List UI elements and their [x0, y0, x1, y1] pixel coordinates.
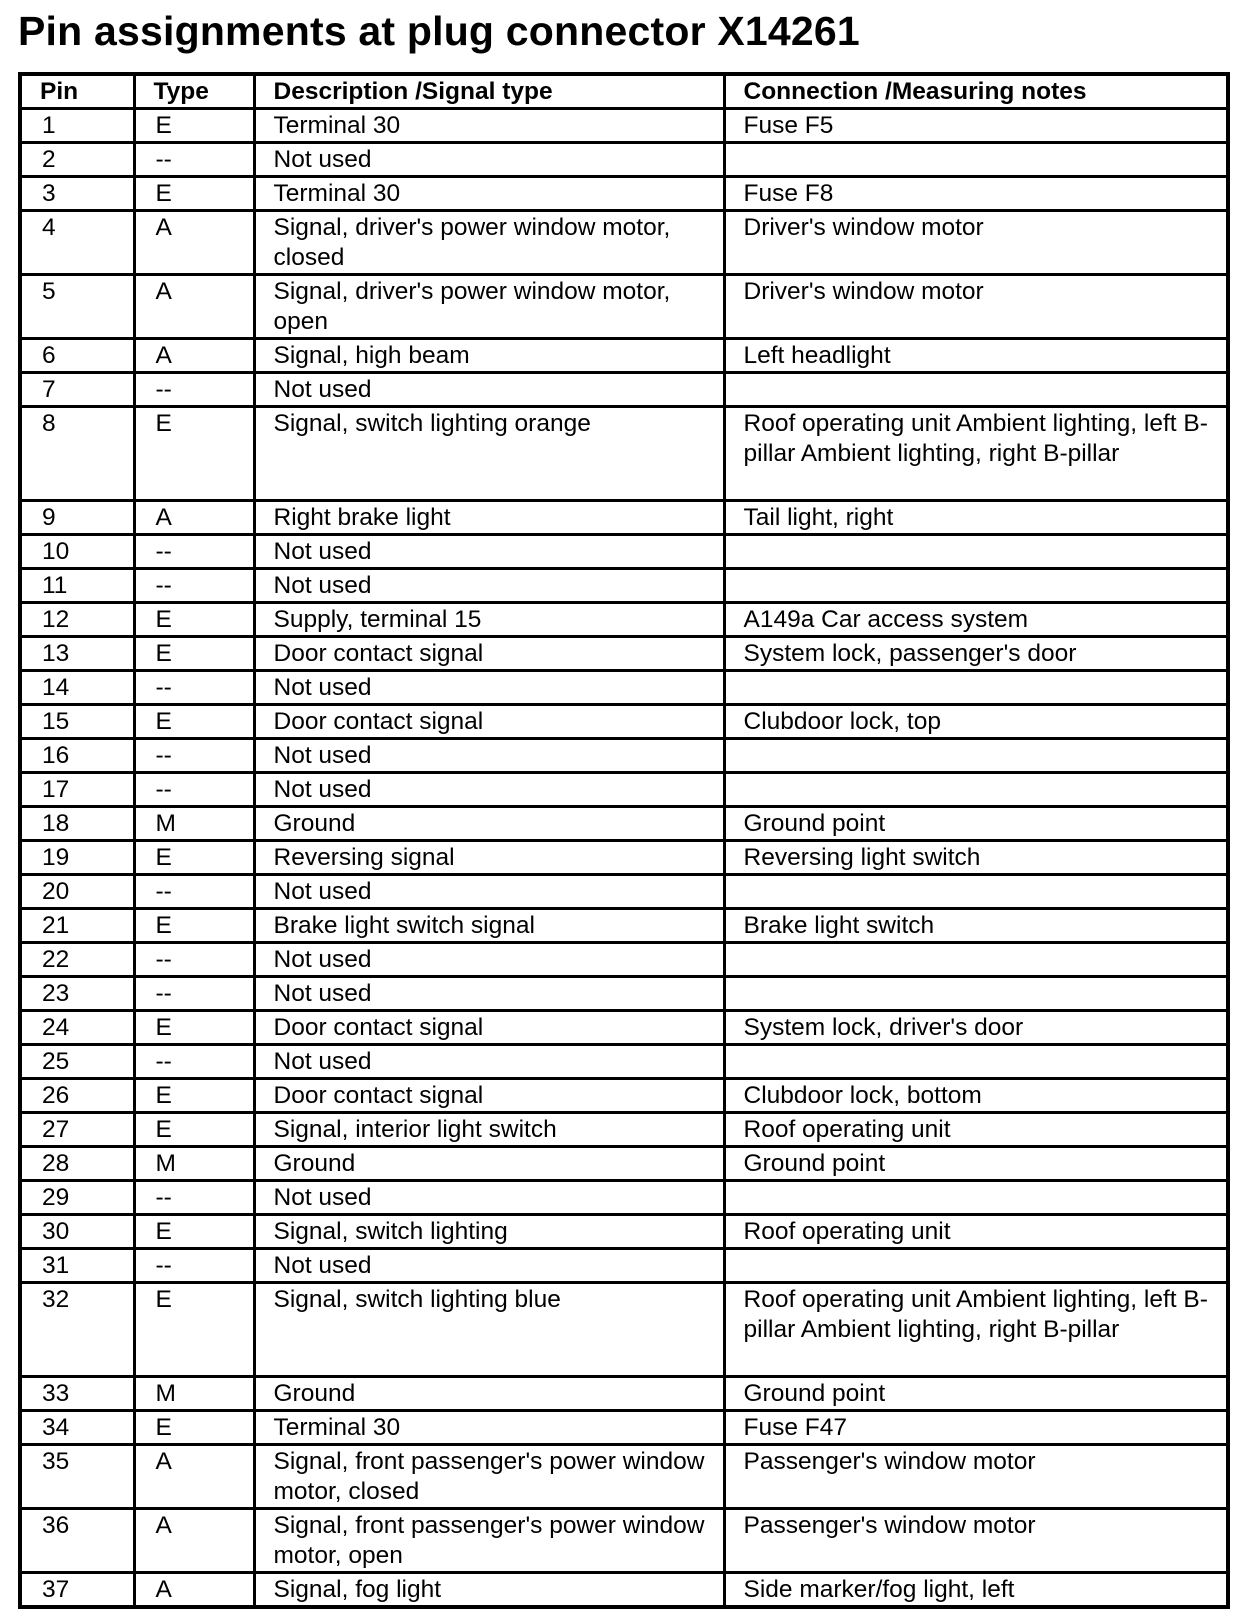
table-row — [20, 637, 1228, 671]
cell-type: -- — [134, 977, 254, 1011]
cell-description: Signal, front passenger's power window motor, closed — [254, 1445, 724, 1509]
table-row — [20, 275, 1228, 339]
header-type: Type — [134, 74, 254, 109]
cell-connection — [724, 739, 1228, 773]
table-row — [20, 977, 1228, 1011]
cell-connection — [724, 943, 1228, 977]
table-row — [20, 1215, 1228, 1249]
cell-pin: 35 — [20, 1445, 134, 1509]
cell-pin: 5 — [20, 275, 134, 339]
cell-connection: Ground point — [724, 1147, 1228, 1181]
table-row — [20, 143, 1228, 177]
cell-pin: 8 — [20, 407, 134, 501]
table-row — [20, 339, 1228, 373]
cell-pin: 9 — [20, 501, 134, 535]
cell-pin: 14 — [20, 671, 134, 705]
pin-assignment-table — [18, 72, 1230, 1609]
cell-pin: 12 — [20, 603, 134, 637]
table-row — [20, 1283, 1228, 1377]
table-row — [20, 943, 1228, 977]
cell-connection: Side marker/fog light, left — [724, 1573, 1228, 1608]
cell-description: Door contact signal — [254, 1011, 724, 1045]
header-connection: Connection /Measuring notes — [724, 74, 1228, 109]
cell-description: Door contact signal — [254, 705, 724, 739]
table-row — [20, 1573, 1228, 1608]
cell-connection — [724, 373, 1228, 407]
cell-pin: 2 — [20, 143, 134, 177]
cell-connection: System lock, driver's door — [724, 1011, 1228, 1045]
cell-pin: 25 — [20, 1045, 134, 1079]
cell-description: Not used — [254, 1045, 724, 1079]
cell-connection: Left headlight — [724, 339, 1228, 373]
cell-description: Right brake light — [254, 501, 724, 535]
table-row — [20, 1079, 1228, 1113]
table-row — [20, 841, 1228, 875]
cell-connection: Clubdoor lock, bottom — [724, 1079, 1228, 1113]
cell-description: Terminal 30 — [254, 177, 724, 211]
table-row — [20, 373, 1228, 407]
cell-type: -- — [134, 1249, 254, 1283]
table-header-row — [20, 74, 1228, 109]
cell-pin: 30 — [20, 1215, 134, 1249]
cell-pin: 36 — [20, 1509, 134, 1573]
cell-connection — [724, 875, 1228, 909]
cell-description: Signal, driver's power window motor, open — [254, 275, 724, 339]
cell-type: E — [134, 1283, 254, 1377]
cell-pin: 23 — [20, 977, 134, 1011]
cell-type: E — [134, 1113, 254, 1147]
cell-description: Not used — [254, 1249, 724, 1283]
cell-pin: 29 — [20, 1181, 134, 1215]
table-row — [20, 1113, 1228, 1147]
table-row — [20, 109, 1228, 143]
cell-description: Signal, high beam — [254, 339, 724, 373]
table-row — [20, 1445, 1228, 1509]
cell-type: E — [134, 1215, 254, 1249]
header-pin: Pin — [20, 74, 134, 109]
cell-pin: 3 — [20, 177, 134, 211]
cell-connection: Passenger's window motor — [724, 1445, 1228, 1509]
cell-connection — [724, 535, 1228, 569]
table-row — [20, 1011, 1228, 1045]
cell-connection: Brake light switch — [724, 909, 1228, 943]
cell-type: M — [134, 1377, 254, 1411]
cell-type: A — [134, 501, 254, 535]
cell-type: -- — [134, 1181, 254, 1215]
table-row — [20, 1249, 1228, 1283]
cell-connection: Fuse F47 — [724, 1411, 1228, 1445]
cell-type: A — [134, 1445, 254, 1509]
cell-description: Not used — [254, 535, 724, 569]
cell-pin: 26 — [20, 1079, 134, 1113]
cell-connection: Roof operating unit — [724, 1113, 1228, 1147]
cell-description: Not used — [254, 739, 724, 773]
table-row — [20, 1045, 1228, 1079]
cell-type: A — [134, 275, 254, 339]
cell-type: -- — [134, 739, 254, 773]
table-row — [20, 569, 1228, 603]
cell-connection: Fuse F5 — [724, 109, 1228, 143]
cell-type: -- — [134, 373, 254, 407]
table-row — [20, 501, 1228, 535]
cell-type: -- — [134, 773, 254, 807]
table-row — [20, 1147, 1228, 1181]
cell-connection — [724, 1181, 1228, 1215]
table-row — [20, 1181, 1228, 1215]
cell-type: A — [134, 1573, 254, 1608]
table-row — [20, 1377, 1228, 1411]
cell-description: Not used — [254, 671, 724, 705]
cell-description: Signal, driver's power window motor, closed — [254, 211, 724, 275]
table-row — [20, 211, 1228, 275]
cell-pin: 1 — [20, 109, 134, 143]
cell-connection: Fuse F8 — [724, 177, 1228, 211]
cell-pin: 17 — [20, 773, 134, 807]
cell-type: -- — [134, 875, 254, 909]
cell-connection — [724, 1249, 1228, 1283]
cell-description: Supply, terminal 15 — [254, 603, 724, 637]
cell-pin: 22 — [20, 943, 134, 977]
cell-description: Not used — [254, 143, 724, 177]
cell-description: Signal, switch lighting orange — [254, 407, 724, 501]
cell-connection — [724, 773, 1228, 807]
table-row — [20, 807, 1228, 841]
cell-type: E — [134, 1011, 254, 1045]
table-row — [20, 705, 1228, 739]
cell-connection: Ground point — [724, 1377, 1228, 1411]
cell-type: E — [134, 407, 254, 501]
cell-type: E — [134, 637, 254, 671]
cell-connection: Roof operating unit Ambient lighting, left B-pillar Ambient lighting, right B-pillar — [724, 407, 1228, 501]
cell-type: E — [134, 177, 254, 211]
cell-connection: Roof operating unit — [724, 1215, 1228, 1249]
cell-type: -- — [134, 535, 254, 569]
cell-pin: 13 — [20, 637, 134, 671]
cell-pin: 28 — [20, 1147, 134, 1181]
cell-description: Not used — [254, 1181, 724, 1215]
cell-description: Signal, switch lighting blue — [254, 1283, 724, 1377]
page-title: Pin assignments at plug connector X14261 — [18, 8, 860, 54]
cell-description: Not used — [254, 373, 724, 407]
cell-pin: 11 — [20, 569, 134, 603]
cell-connection: Driver's window motor — [724, 275, 1228, 339]
cell-description: Terminal 30 — [254, 1411, 724, 1445]
table-row — [20, 603, 1228, 637]
table-body — [20, 109, 1228, 1608]
table-row — [20, 671, 1228, 705]
cell-description: Not used — [254, 943, 724, 977]
cell-description: Terminal 30 — [254, 109, 724, 143]
cell-connection: Driver's window motor — [724, 211, 1228, 275]
cell-description: Signal, switch lighting — [254, 1215, 724, 1249]
table-row — [20, 1411, 1228, 1445]
cell-type: A — [134, 211, 254, 275]
cell-type: -- — [134, 671, 254, 705]
cell-type: -- — [134, 943, 254, 977]
cell-connection: A149a Car access system — [724, 603, 1228, 637]
cell-pin: 7 — [20, 373, 134, 407]
cell-pin: 4 — [20, 211, 134, 275]
cell-description: Ground — [254, 807, 724, 841]
header-description: Description /Signal type — [254, 74, 724, 109]
cell-pin: 33 — [20, 1377, 134, 1411]
cell-connection: Roof operating unit Ambient lighting, left B-pillar Ambient lighting, right B-pillar — [724, 1283, 1228, 1377]
table-row — [20, 909, 1228, 943]
table-row — [20, 177, 1228, 211]
cell-type: A — [134, 339, 254, 373]
cell-description: Reversing signal — [254, 841, 724, 875]
cell-type: -- — [134, 569, 254, 603]
cell-description: Not used — [254, 875, 724, 909]
cell-description: Not used — [254, 977, 724, 1011]
cell-type: E — [134, 109, 254, 143]
cell-description: Door contact signal — [254, 637, 724, 671]
cell-type: E — [134, 603, 254, 637]
cell-type: E — [134, 1079, 254, 1113]
cell-pin: 21 — [20, 909, 134, 943]
cell-description: Signal, front passenger's power window motor, open — [254, 1509, 724, 1573]
cell-pin: 20 — [20, 875, 134, 909]
cell-description: Signal, fog light — [254, 1573, 724, 1608]
cell-connection: Passenger's window motor — [724, 1509, 1228, 1573]
cell-pin: 37 — [20, 1573, 134, 1608]
cell-pin: 18 — [20, 807, 134, 841]
cell-connection — [724, 671, 1228, 705]
cell-type: -- — [134, 143, 254, 177]
table-row — [20, 407, 1228, 501]
table-row — [20, 773, 1228, 807]
cell-description: Ground — [254, 1377, 724, 1411]
cell-connection: Reversing light switch — [724, 841, 1228, 875]
cell-type: A — [134, 1509, 254, 1573]
cell-connection — [724, 977, 1228, 1011]
table-row — [20, 875, 1228, 909]
cell-pin: 34 — [20, 1411, 134, 1445]
cell-type: E — [134, 705, 254, 739]
cell-pin: 10 — [20, 535, 134, 569]
cell-description: Ground — [254, 1147, 724, 1181]
cell-pin: 24 — [20, 1011, 134, 1045]
cell-description: Not used — [254, 569, 724, 603]
cell-connection — [724, 1045, 1228, 1079]
cell-pin: 15 — [20, 705, 134, 739]
cell-pin: 6 — [20, 339, 134, 373]
cell-connection — [724, 569, 1228, 603]
cell-connection: System lock, passenger's door — [724, 637, 1228, 671]
cell-type: E — [134, 909, 254, 943]
cell-connection — [724, 143, 1228, 177]
cell-description: Signal, interior light switch — [254, 1113, 724, 1147]
cell-pin: 19 — [20, 841, 134, 875]
cell-type: -- — [134, 1045, 254, 1079]
cell-type: E — [134, 841, 254, 875]
cell-connection: Ground point — [724, 807, 1228, 841]
cell-pin: 16 — [20, 739, 134, 773]
cell-description: Brake light switch signal — [254, 909, 724, 943]
cell-connection: Tail light, right — [724, 501, 1228, 535]
cell-connection: Clubdoor lock, top — [724, 705, 1228, 739]
table-row — [20, 535, 1228, 569]
cell-description: Not used — [254, 773, 724, 807]
cell-type: M — [134, 807, 254, 841]
cell-pin: 32 — [20, 1283, 134, 1377]
cell-description: Door contact signal — [254, 1079, 724, 1113]
cell-type: E — [134, 1411, 254, 1445]
cell-pin: 27 — [20, 1113, 134, 1147]
table-row — [20, 739, 1228, 773]
table-row — [20, 1509, 1228, 1573]
cell-pin: 31 — [20, 1249, 134, 1283]
cell-type: M — [134, 1147, 254, 1181]
